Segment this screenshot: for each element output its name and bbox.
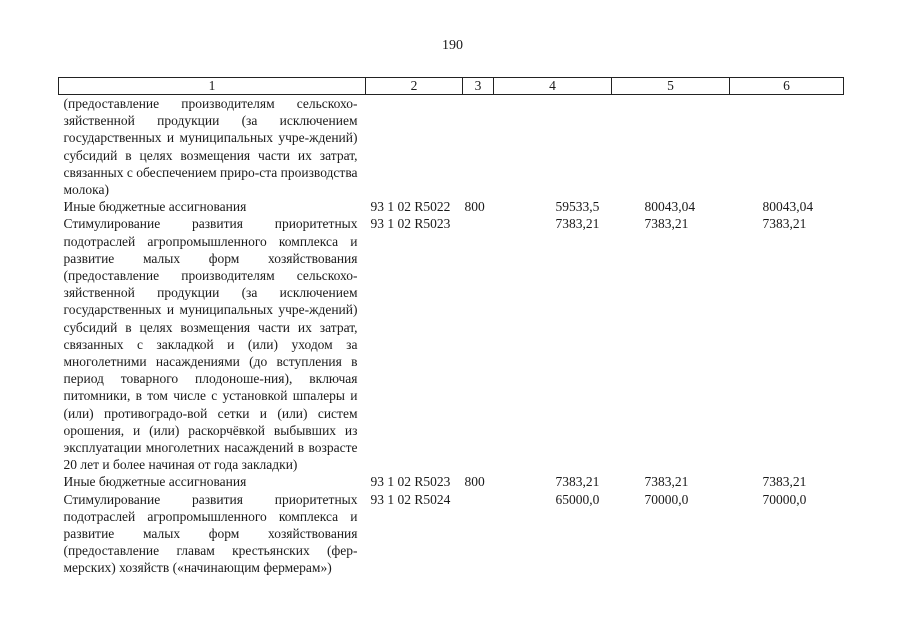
- item-type: [463, 491, 494, 577]
- page-number: 190: [442, 38, 463, 53]
- item-value-col6: 7383,21: [762, 474, 807, 490]
- item-name: Стимулирование развития приоритетных подотраслей агропромышленного комплекса и развитие малых форм хозяйствования (предоставление главам крестьянских (фер-мерских) хозяйств («начинающим фермерам»): [63, 491, 358, 576]
- table-body: [59, 95, 844, 577]
- item-name: Стимулирование развития приоритетных подотраслей агропромышленного комплекса и развитие малых форм хозяйствования (предоставление производителям сельскохо-зяйственной продукции (за исключением государственных и муниципальных учре-ждений) субсидий в целях возмещения части их затрат, связанных с закладкой и (или) уходом за многолетними насаждениями (до вступления в период товарного плодоноше-ния), включая питомники, в том числе с установкой шпалеры и (или) противоградо-вой сетки и (или) систем орошения, и (или) раскорчёвкой выбывших из эксплуатации многолетних насаждений в возрасте 20 лет и более начиная от года закладки): [63, 216, 358, 473]
- header-row: [59, 78, 844, 95]
- item-value-col5: 80043,04: [644, 199, 696, 215]
- item-value-col6: 7383,21: [762, 216, 807, 232]
- table-row: [59, 473, 844, 490]
- item-value-col4: 7383,21: [555, 474, 600, 490]
- item-code: 93 1 02 R5023: [370, 216, 451, 232]
- header-col-1: 1: [59, 78, 366, 95]
- item-value-col6: 80043,04: [762, 199, 814, 215]
- item-value-col5: 70000,0: [644, 491, 689, 507]
- table-row: [59, 491, 844, 577]
- item-value-col5: 7383,21: [644, 474, 689, 490]
- item-name: Иные бюджетные ассигнования: [63, 199, 247, 215]
- header-col-2: 2: [366, 78, 463, 95]
- item-type: [463, 215, 494, 473]
- item-type: 800: [464, 474, 485, 490]
- item-value-col6: [730, 95, 844, 199]
- item-value-col4: 59533,5: [555, 199, 600, 215]
- item-value-col4: 7383,21: [555, 216, 600, 232]
- item-name: (предоставление производителям сельскохо-зяйственной продукции (за исключением государственных и муниципальных учре-ждений) субсидий в целях возмещения части их затрат, связанных с обеспечением приро-ста производства молока): [63, 96, 358, 198]
- table-row: [59, 198, 844, 215]
- item-value-col4: 65000,0: [555, 491, 600, 507]
- header-col-3: 3: [463, 78, 494, 95]
- header-col-5: 5: [612, 78, 730, 95]
- header-col-4: 4: [494, 78, 612, 95]
- item-name: Иные бюджетные ассигнования: [63, 474, 247, 490]
- item-type: 800: [464, 199, 485, 215]
- item-value-col6: 70000,0: [762, 491, 807, 507]
- item-code: 93 1 02 R5024: [370, 491, 451, 507]
- item-value-col5: 7383,21: [644, 216, 689, 232]
- item-value-col4: [494, 95, 612, 199]
- item-code: [366, 95, 463, 199]
- item-code: 93 1 02 R5022: [370, 199, 451, 215]
- budget-table: [58, 77, 844, 577]
- table-row: [59, 95, 844, 199]
- item-value-col5: [612, 95, 730, 199]
- table-row: [59, 215, 844, 473]
- header-col-6: 6: [730, 78, 844, 95]
- table-header: [59, 78, 844, 95]
- item-type: [463, 95, 494, 199]
- item-code: 93 1 02 R5023: [370, 474, 451, 490]
